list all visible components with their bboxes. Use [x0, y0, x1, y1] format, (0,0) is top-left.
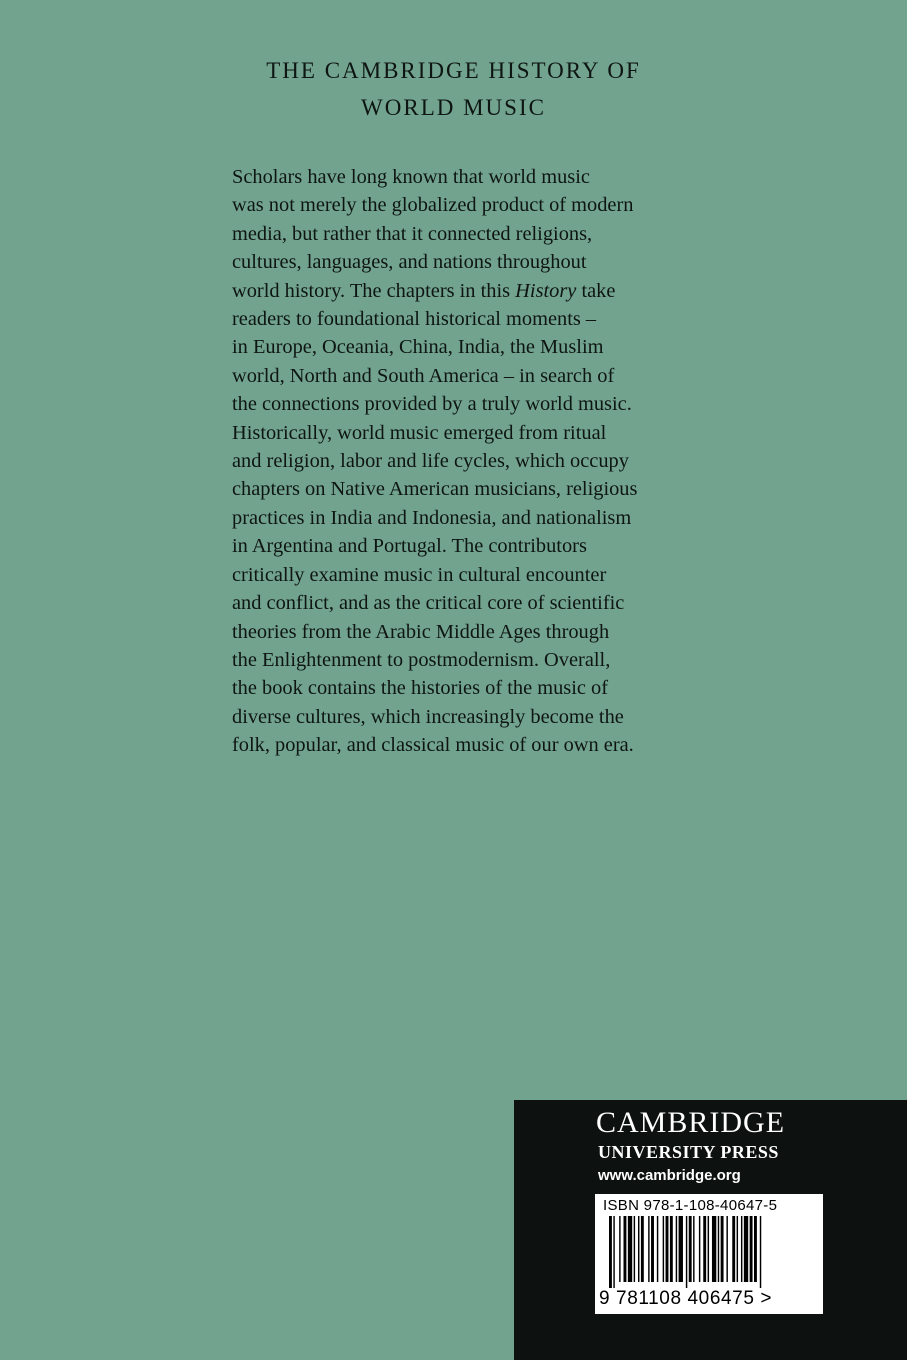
publisher-subtitle: UNIVERSITY PRESS — [598, 1142, 779, 1162]
barcode-bar — [648, 1216, 649, 1282]
barcode-bar — [609, 1216, 612, 1288]
blurb-line: media, but rather that it connected religions, — [232, 222, 593, 245]
blurb-line: folk, popular, and classical music of our own era. — [232, 734, 634, 757]
barcode-bar — [657, 1216, 658, 1282]
blurb-line: cultures, languages, and nations throughout — [232, 251, 587, 274]
italic-history: History — [515, 279, 577, 302]
barcode-bar — [663, 1216, 664, 1282]
blurb-line: chapters on Native American musicians, religious — [232, 478, 638, 501]
blurb-line: theories from the Arabic Middle Ages through — [232, 620, 610, 643]
barcode-bar — [686, 1216, 687, 1288]
blurb-line-start: world history. The chapters in this — [232, 279, 516, 302]
blurb-line: readers to foundational historical moments – — [232, 308, 597, 331]
blurb-line: and religion, labor and life cycles, which occupy — [232, 450, 629, 473]
barcode-bar — [638, 1216, 639, 1282]
barcode-bar — [670, 1216, 673, 1282]
blurb-line: in Europe, Oceania, China, India, the Muslim — [232, 336, 604, 359]
barcode-bar — [726, 1216, 727, 1282]
barcode-bar — [689, 1216, 692, 1282]
isbn-label: ISBN 978-1-108-40647-5 — [603, 1197, 778, 1214]
barcode-bar — [619, 1216, 620, 1282]
blurb-line: and conflict, and as the critical core of scientific — [232, 592, 625, 615]
barcode-bar — [679, 1216, 683, 1282]
blurb-line: practices in India and Indonesia, and nationalism — [232, 506, 632, 529]
blurb-line: Historically, world music emerged from ritual — [232, 421, 607, 444]
title-line-1: THE CAMBRIDGE HISTORY OF — [266, 58, 641, 83]
barcode-bar — [703, 1216, 706, 1282]
barcode-bar — [624, 1216, 627, 1282]
barcode-bar — [712, 1216, 716, 1282]
blurb-line: world, North and South America – in search of — [232, 364, 615, 387]
barcode-bar — [676, 1216, 677, 1282]
blurb-line: the connections provided by a truly world music. — [232, 393, 632, 416]
blurb-line: diverse cultures, which increasingly become the — [232, 705, 624, 728]
publisher-panel — [514, 1100, 907, 1360]
barcode-bar — [760, 1216, 761, 1288]
barcode-bar — [721, 1216, 724, 1282]
publisher-url: www.cambridge.org — [598, 1167, 741, 1184]
barcode-bar — [666, 1216, 669, 1282]
barcode-bar — [693, 1216, 694, 1282]
barcode-bar — [741, 1216, 742, 1282]
barcode-digits: 9 781108 406475 > — [599, 1288, 773, 1309]
barcode-bar — [732, 1216, 735, 1282]
book-description — [232, 163, 702, 760]
barcode-bar — [737, 1216, 738, 1282]
barcode-bar — [641, 1216, 644, 1282]
barcode-bar — [718, 1216, 719, 1282]
barcode-bar — [708, 1216, 709, 1282]
barcode-bar — [628, 1216, 632, 1282]
blurb-line: the book contains the histories of the music of — [232, 677, 609, 700]
blurb-line: in Argentina and Portugal. The contributors — [232, 535, 587, 558]
barcode-bar — [613, 1216, 614, 1288]
title-line-2: WORLD MUSIC — [361, 95, 546, 120]
publisher-logo-name: CAMBRIDGE — [596, 1106, 786, 1139]
barcode-bar — [634, 1216, 635, 1282]
barcode-icon — [601, 1216, 817, 1288]
blurb-line-end: take — [576, 279, 616, 302]
barcode-bar — [744, 1216, 748, 1282]
barcode-panel — [595, 1194, 823, 1314]
barcode-bar — [699, 1216, 700, 1282]
barcode-bar — [651, 1216, 654, 1282]
blurb-line: Scholars have long known that world music — [232, 166, 590, 188]
book-series-title — [0, 52, 907, 126]
blurb-line-with-italic — [232, 277, 702, 305]
barcode-bar — [754, 1216, 757, 1282]
barcode-bar — [750, 1216, 753, 1282]
blurb-line: critically examine music in cultural encounter — [232, 563, 607, 586]
blurb-line: the Enlightenment to postmodernism. Overall, — [232, 648, 611, 671]
blurb-line: was not merely the globalized product of modern — [232, 194, 634, 217]
